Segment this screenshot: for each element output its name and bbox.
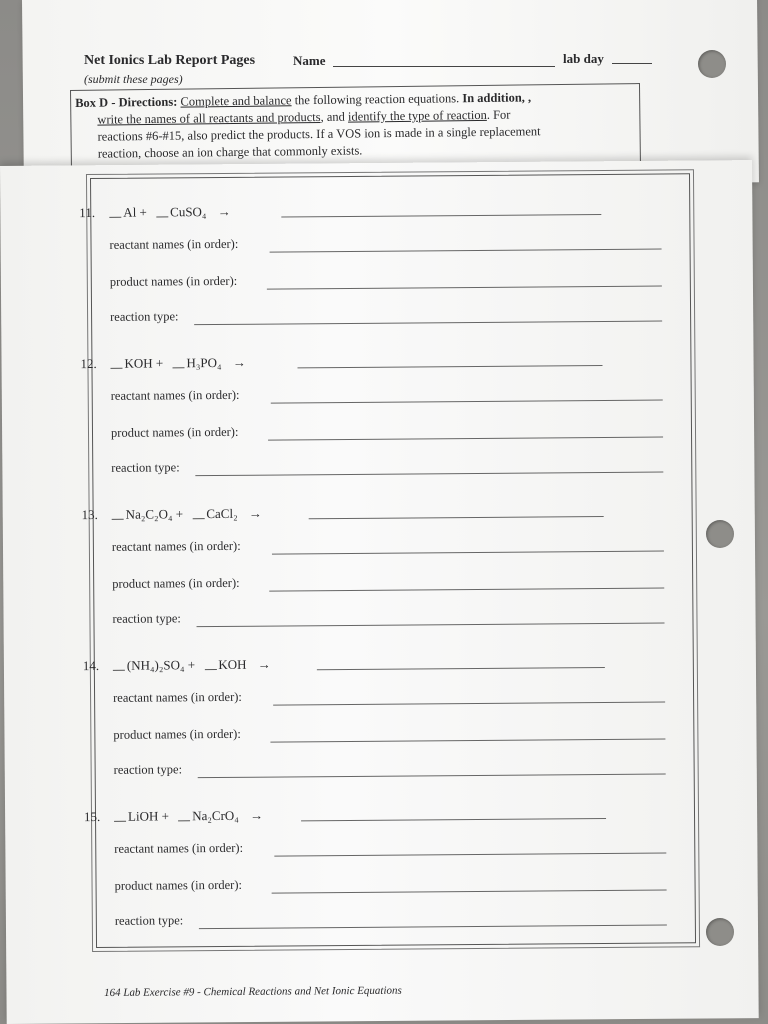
report-subtitle: (submit these pages): [84, 72, 183, 86]
product-names-field[interactable]: [268, 437, 663, 441]
reactant-names-field[interactable]: [273, 701, 665, 705]
question-number: 13.: [81, 506, 98, 523]
reaction-type-field[interactable]: [199, 924, 667, 929]
reactant-names-label: reactant names (in order):: [114, 840, 244, 856]
reactant-names-field[interactable]: [271, 400, 663, 404]
products-field[interactable]: [309, 516, 604, 519]
directions-box: [70, 83, 641, 174]
report-title: Net Ionics Lab Report Pages: [84, 53, 256, 68]
arrow-icon: →: [248, 505, 262, 521]
reactant-names-label: reactant names (in order):: [110, 387, 240, 403]
reaction-type-label: reaction type:: [110, 309, 179, 324]
product-names-field[interactable]: [270, 738, 665, 742]
question-15: [83, 804, 697, 959]
product-names-field[interactable]: [267, 286, 662, 290]
reaction-type-field[interactable]: [197, 623, 665, 628]
punch-hole: [706, 918, 734, 946]
name-field[interactable]: [333, 66, 555, 67]
directions-line-3: reactions #6-#15, also predict the products. If a VOS ion is made in a single replacement: [97, 124, 541, 144]
arrow-icon: →: [232, 354, 246, 370]
arrow-icon: →: [217, 203, 231, 219]
product-names-label: product names (in order):: [109, 273, 238, 289]
equation: (NH₄)₂SO₄ + KOH →: [113, 657, 271, 674]
lab-day-label: lab day: [563, 51, 604, 66]
directions-line-1: Box D - Directions: Complete and balance the following reaction equations. In addition, ,: [75, 90, 532, 110]
reaction-type-field[interactable]: [195, 472, 663, 477]
equation: KOH + H₃PO₄ →: [110, 355, 245, 372]
products-field[interactable]: [281, 214, 601, 218]
questions-box: [79, 173, 696, 948]
reaction-type-label: reaction type:: [112, 611, 181, 626]
directions-lead: Box D - Directions:: [75, 94, 178, 110]
reactant-names-label: reactant names (in order):: [111, 538, 241, 554]
reactant-names-field[interactable]: [272, 551, 664, 555]
question-number: 11.: [79, 204, 96, 221]
product-names-label: product names (in order):: [113, 726, 241, 742]
products-field[interactable]: [297, 365, 602, 368]
products-field[interactable]: [317, 667, 605, 670]
question-12: [80, 351, 693, 506]
product-names-field[interactable]: [269, 588, 664, 592]
reactant-names-field[interactable]: [274, 852, 666, 856]
product-names-field[interactable]: [272, 889, 667, 893]
question-number: 15.: [83, 808, 101, 825]
arrow-icon: →: [257, 656, 271, 672]
reaction-type-label: reaction type:: [114, 913, 184, 928]
directions-line-4: reaction, choose an ion charge that commonly exists.: [97, 143, 363, 161]
page-footer: 164 Lab Exercise #9 - Chemical Reactions and Net Ionic Equations: [104, 984, 402, 999]
reaction-type-field[interactable]: [198, 773, 666, 778]
question-11: [79, 200, 692, 355]
reactant-names-field[interactable]: [270, 249, 662, 253]
reaction-type-label: reaction type:: [111, 460, 180, 475]
product-names-label: product names (in order):: [110, 424, 239, 440]
reactant-names-label: reactant names (in order):: [113, 689, 242, 705]
equation: Na₂C₂O₄ + CaCl₂ →: [112, 506, 262, 523]
question-14: [82, 653, 696, 808]
punch-hole: [698, 50, 726, 78]
question-13: [81, 502, 695, 657]
reactant-names-label: reactant names (in order):: [109, 236, 239, 252]
equation: Al + CuSO₄ →: [109, 204, 231, 221]
product-names-label: product names (in order):: [112, 575, 240, 591]
arrow-icon: →: [250, 807, 264, 823]
question-number: 12.: [80, 355, 97, 372]
punch-hole: [706, 520, 734, 548]
name-label: Name: [293, 53, 326, 68]
equation: LiOH + Na₂CrO₄ →: [114, 808, 263, 825]
reaction-type-label: reaction type:: [113, 762, 183, 777]
question-number: 14.: [82, 657, 100, 674]
lab-day-field[interactable]: [612, 63, 652, 64]
products-field[interactable]: [301, 818, 606, 821]
product-names-label: product names (in order):: [114, 877, 243, 893]
reaction-type-field[interactable]: [194, 321, 662, 326]
directions-line-2: write the names of all reactants and products, and identify the type of reaction. For: [97, 107, 511, 127]
